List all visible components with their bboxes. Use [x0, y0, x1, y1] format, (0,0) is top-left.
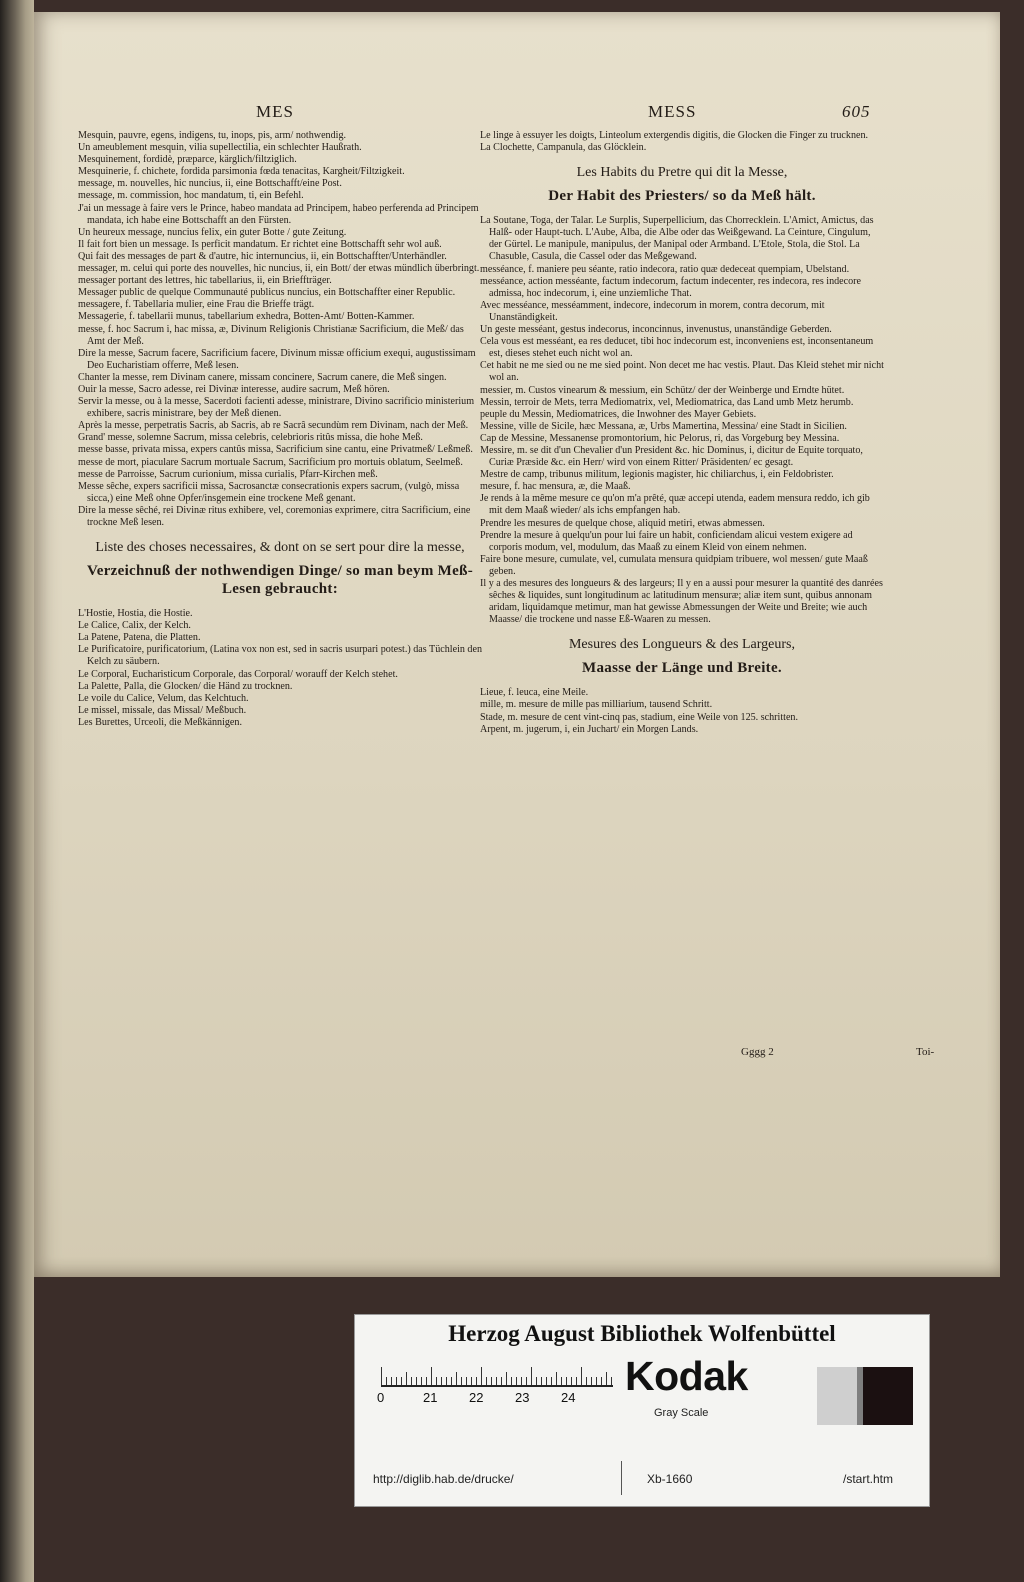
ruler-tick [471, 1377, 472, 1385]
gray-swatch-dark [863, 1367, 913, 1425]
color-target-card [354, 1314, 930, 1507]
page-number: 605 [842, 102, 871, 121]
right-column [480, 130, 884, 736]
dictionary-entry: Il y a des mesures des longueurs & des largeurs; Il y en a aussi pour mesurer la quantité des danrées sêches & liquides, sunt longitudinum ac latitudinum mensuræ; aliæ item sunt, quibus annonam aridam, liquidamque metimur, man hat gewisse Abmessungen der Weite und Breite; wie auch Maasse/ die trockene und nasse Eß-Waaren zu messen. [480, 578, 883, 626]
dictionary-entry: messéance, f. maniere peu séante, ratio indecora, ratio quæ dedeceat quempiam, Ubelstand. [480, 263, 850, 275]
dictionary-entry: messe basse, privata missa, expers cantûs missa, Sacrificium sine cantu, eine Privatmeß/ Leßmeß. [78, 444, 473, 456]
ruler-tick [586, 1377, 587, 1385]
shelfmark-text: Xb-1660 [647, 1472, 693, 1486]
dictionary-entry: Prendre les mesures de quelque chose, aliquid metiri, etwas abmessen. [480, 517, 765, 529]
ruler-tick [606, 1372, 607, 1385]
ruler-tick [591, 1377, 592, 1385]
list-item: Le Purificatoire, purificatorium, (Latina vox non est, sed in sacris usurpari potest.) das Tüchlein den Kelch zu säubern. [78, 644, 483, 668]
ruler-tick [441, 1377, 442, 1385]
section-heading-french: Liste des choses necessaires, & dont on se sert pour dire la messe, [95, 540, 465, 556]
section-heading-french-3: Mesures des Longueurs & des Largeurs, [568, 637, 796, 653]
section-heading-german: Verzeichnuß der nothwendigen Dinge/ so man beym Meß-Lesen gebraucht: [86, 563, 474, 598]
dictionary-entry: Avec messéance, messéamment, indecore, indecorum in morem, contra decorum, mit Unanständigkeit. [480, 299, 825, 323]
dictionary-entry: Messire, m. se dit d'un Chevalier d'un President &c. hic Dominus, i, dicitur de Equite torquato, Curiæ Præside &c. ein Herr/ wird von einem Ritter/ Präsidenten/ ec gesagt. [480, 444, 863, 469]
dictionary-entry: La Clochette, Campanula, das Glöcklein. [480, 142, 647, 154]
list-item: Les Burettes, Urceoli, die Meßkännigen. [78, 716, 242, 728]
ruler-tick [526, 1377, 527, 1385]
dictionary-entry: Faire bone mesure, cumulate, vel, cumulata mensura quidpiam tribuere, wol messen/ gute Maaß geben. [480, 553, 868, 577]
dictionary-entry: messe de mort, piaculare Sacrum mortuale Sacrum, Sacrificium pro mortuis oblatum, Seelmeß. [78, 456, 463, 468]
ruler-tick [466, 1377, 467, 1385]
kodak-logo: Kodak [625, 1353, 748, 1399]
ruler-tick [551, 1377, 552, 1385]
dictionary-entry: Messin, terroir de Mets, terra Mediomatrix, vel, Mediomatrica, das Land umb Metz herumb. [480, 396, 854, 408]
dictionary-entry: Chanter la messe, rem Divinam canere, missam concinere, Sacrum canere, die Meß singen. [78, 371, 447, 383]
list-item: L'Hostie, Hostia, die Hostie. [78, 608, 193, 620]
scale-ruler [381, 1367, 613, 1387]
section-heading-french-2: Les Habits du Pretre qui dit la Messe, [576, 165, 788, 181]
dictionary-entry: message, m. commission, hoc mandatum, ti, ein Befehl. [78, 190, 304, 202]
ruler-tick [421, 1377, 422, 1385]
ruler-number: 22 [469, 1390, 484, 1405]
ruler-tick [451, 1377, 452, 1385]
url-row [355, 1467, 929, 1491]
ruler-tick [446, 1377, 447, 1385]
ruler-number: 21 [423, 1390, 438, 1405]
catchword: Toi- [916, 1046, 935, 1058]
ruler-tick [611, 1377, 612, 1385]
dictionary-entry: Un heureux message, nuncius felix, ein guter Botte / gute Zeitung. [78, 226, 347, 238]
gray-scale-label: Gray Scale [654, 1407, 709, 1419]
ruler-tick [496, 1377, 497, 1385]
ruler-tick [481, 1367, 482, 1385]
book-page [34, 12, 1000, 1277]
library-name: Herzog August Bibliothek Wolfenbüttel [448, 1321, 836, 1346]
dictionary-entry: Mestre de camp, tribunus militum, legionis magister, hic chiliarchus, i, ein Feldobrister. [480, 469, 834, 481]
ruler-number: 0 [377, 1390, 385, 1405]
dictionary-entry: Il fait fort bien un message. Is perficit mandatum. Er richtet eine Bottschafft sehr wol auß. [78, 238, 442, 250]
book-edge [0, 0, 34, 1582]
dictionary-entry: Messe sêche, expers sacrificii missa, Sacrosanctæ consecrationis expers sacrum, (vulgò, missa sicca,) eine Meß ohne Opfer/insgemein eine trockene Meß genant. [78, 480, 460, 504]
ruler-numbers [377, 1390, 617, 1406]
dictionary-entry: messéance, action messéante, factum indecorum, factum indecenter, res indecora, res indecore admissa, hoc indecorum, i, eine unziemliche That. [480, 275, 862, 299]
section-heading-german-3: Maasse der Länge und Breite. [582, 660, 782, 677]
ruler-tick [601, 1377, 602, 1385]
url-text: http://diglib.hab.de/drucke/ [373, 1472, 514, 1486]
ruler-tick [406, 1372, 407, 1385]
dictionary-entry: messager, m. celui qui porte des nouvelles, hic nuncius, ii, ein Bott/ der etwas mündlich überbringt. [78, 263, 480, 275]
right-entry-list [480, 215, 884, 626]
dictionary-entry: Ouir la messe, Sacro adesse, rei Divinæ interesse, audire sacrum, Meß hören. [78, 383, 390, 395]
dictionary-entry: Messager public de quelque Communauté publicus nuncius, ein Bottschaffter einer Republic. [78, 287, 456, 299]
dictionary-entry: La Soutane, Toga, der Talar. Le Surplis, Superpellicium, das Chorrecklein. L'Amict, Amictus, das Halß- oder Haupt-tuch. L'Aube, Alba, die Albe oder das Weißgewand. La Ceinture, Cingulum, der Gürtel. Le manipule, manipulus, der Manipal oder Armband. L'Etole, Stola, die Stol. La Chasuble, Casula, die Cassel oder das Meßgewand. [480, 215, 874, 263]
ruler-number: 23 [515, 1390, 530, 1405]
dictionary-entry: messagere, f. Tabellaria mulier, eine Frau die Brieffe trägt. [78, 299, 315, 311]
dictionary-entry: Après la messe, perpetratis Sacris, ab Sacris, ab re Sacrâ secundùm rem Divinam, nach der Meß. [78, 420, 469, 432]
ruler-tick [391, 1377, 392, 1385]
ruler-tick [596, 1377, 597, 1385]
dictionary-entry: messe, f. hoc Sacrum i, hac missa, æ, Divinum Religionis Christianæ Sacrificium, die Meß/ das Amt der Meß. [78, 323, 464, 347]
ruler-tick [396, 1377, 397, 1385]
list-item: Le voile du Calice, Velum, das Kelchtuch. [78, 692, 249, 704]
dictionary-entry: mille, m. mesure de mille pas milliarium, tausend Schritt. [480, 699, 713, 711]
list-item: Le Corporal, Eucharisticum Corporale, das Corporal/ worauff der Kelch stehet. [78, 668, 398, 680]
ruler-tick [506, 1372, 507, 1385]
ruler-tick [546, 1377, 547, 1385]
dictionary-entry: Le linge à essuyer les doigts, Linteolum extergendis digitis, die Glocken die Finger zu trucknen. [480, 130, 869, 141]
dictionary-entry: Dire la messe sêché, rei Divinæ ritus exhibere, vel, coremonias exprimere, citra Sacrificium, eine trockne Meß lesen. [78, 504, 471, 528]
dictionary-entry: Lieue, f. leuca, eine Meile. [480, 687, 589, 699]
running-head-left: MES [256, 102, 294, 121]
ruler-tick [456, 1372, 457, 1385]
ruler-tick [581, 1367, 582, 1385]
ruler-tick [536, 1377, 537, 1385]
list-item: Le Calice, Calix, der Kelch. [78, 620, 191, 632]
running-head-right: MESS [648, 102, 697, 121]
left-column [78, 130, 482, 729]
dictionary-entry: Servir la messe, ou à la messe, Sacerdoti facienti adesse, ministrare, Divino sacrificio ministerium exhibere, sacris ministrare, bey der Meß dienen. [78, 396, 475, 420]
dictionary-entry: mesure, f. hac mensura, æ, die Maaß. [480, 481, 631, 493]
dictionary-entry: Mesquinerie, f. chichete, fordida parsimonia fœda tenacitas, Kargheit/Filtzigkeit. [78, 166, 405, 178]
list-item: La Palette, Palla, die Glocken/ die Händ zu trocknen. [78, 680, 293, 692]
dictionary-entry: Qui fait des messages de part & d'autre, hic internuncius, ii, ein Bottschaffter/Unterhändler. [78, 250, 447, 262]
section-heading-german-2: Der Habit des Priesters/ so da Meß hält. [548, 188, 816, 205]
ruler-tick [566, 1377, 567, 1385]
dictionary-entry: message, m. nouvelles, hic nuncius, ii, eine Bottschafft/eine Post. [78, 178, 342, 190]
ruler-tick [426, 1377, 427, 1385]
dictionary-entry: Cap de Messine, Messanense promontorium, hic Pelorus, ri, das Vorgeburg bey Messina. [480, 432, 840, 444]
dictionary-entry: messe de Parroisse, Sacrum curionium, missa curialis, Pfarr-Kirchen meß. [78, 468, 378, 480]
ruler-tick [571, 1377, 572, 1385]
dictionary-entry: Un ameublement mesquin, vilia supellectilia, ein schlechter Haußrath. [78, 142, 362, 154]
dictionary-entry: Cela vous est messéant, ea res deducet, tibi hoc indecorum est, inconveniens est, inconsentaneum est, dieses stehet euch nicht wol an. [480, 336, 874, 360]
ruler-tick [511, 1377, 512, 1385]
item-list [78, 608, 482, 729]
ruler-number: 24 [561, 1390, 576, 1405]
list-item: Le missel, missale, das Missal/ Meßbuch. [78, 704, 247, 716]
ruler-tick [491, 1377, 492, 1385]
ruler-tick [486, 1377, 487, 1385]
dictionary-entry: Un geste messéant, gestus indecorus, inconcinnus, invenustus, unanständige Geberden. [480, 324, 832, 336]
dictionary-entry: Messagerie, f. tabellarii munus, tabellarium exhedra, Botten-Amt/ Botten-Kammer. [78, 311, 415, 323]
ruler-tick [521, 1377, 522, 1385]
dictionary-entry: peuple du Messin, Mediomatrices, die Inwohner des Mayer Gebiets. [480, 408, 757, 420]
ruler-tick [436, 1377, 437, 1385]
dictionary-entry: Dire la messe, Sacrum facere, Sacrificium facere, Divinum missæ officium exequi, augustissimam Deo Eucharistiam offerre, Meß lesen. [78, 347, 476, 371]
ruler-tick [541, 1377, 542, 1385]
ruler-tick [386, 1377, 387, 1385]
dictionary-entry: messager portant des lettres, hic tabellarius, ii, ein Brieffträger. [78, 275, 332, 287]
ruler-tick [576, 1377, 577, 1385]
signature-mark: Gggg 2 [741, 1046, 774, 1058]
ruler-tick [516, 1377, 517, 1385]
start-text: /start.htm [843, 1472, 894, 1486]
gray-swatch-light [817, 1367, 857, 1425]
dictionary-entry: Mesquin, pauvre, egens, indigens, tu, inops, pis, arm/ nothwendig. [78, 130, 347, 141]
dictionary-entry: Arpent, m. jugerum, i, ein Juchart/ ein Morgen Lands. [480, 723, 699, 735]
ruler-tick [531, 1367, 532, 1385]
ruler-tick [556, 1372, 557, 1385]
dictionary-entry: Messine, ville de Sicile, hæc Messana, æ, Urbs Mamertina, Messina/ eine Stadt in Sicilien. [480, 420, 847, 432]
ruler-tick [381, 1367, 382, 1385]
ruler-tick [476, 1377, 477, 1385]
dictionary-entry: Cet habit ne me sied ou ne me sied point. Non decet me hac vestis. Plaut. Das Kleid stehet mir nicht wol an. [480, 360, 884, 384]
ruler-tick [416, 1377, 417, 1385]
dictionary-entry: Grand' messe, solemne Sacrum, missa celebris, celebrioris ritûs missa, die hohe Meß. [78, 432, 423, 444]
list-item: La Patene, Patena, die Platten. [78, 632, 201, 644]
right-top-entries [480, 130, 884, 154]
dictionary-entry: Mesquinement, fordidè, præparce, kärglich/filtziglich. [78, 154, 297, 166]
left-entry-list [78, 130, 482, 529]
dictionary-entry: Prendre la mesure à quelqu'un pour lui faire un habit, conficiendam alicui vestem exigere ad corporis modum, vel, modulum, das Maaß zu einem Kleid von einem nehmen. [480, 529, 853, 553]
measures-list [480, 687, 884, 735]
ruler-tick [431, 1367, 432, 1385]
dictionary-entry: Je rends à la même mesure ce qu'on m'a prêté, quæ accepi utenda, eadem mensura reddo, ich gib mit dem Maaß wieder/ als ichs empfangen hab. [480, 493, 870, 517]
ruler-tick [461, 1377, 462, 1385]
dictionary-entry: messier, m. Custos vinearum & messium, ein Schütz/ der der Weinberge und Erndte hütet. [480, 384, 845, 396]
ruler-tick [411, 1377, 412, 1385]
dictionary-entry: J'ai un message à faire vers le Prince, habeo mandata ad Principem, habeo perferenda ad Principem mandata, ich habe eine Bottschafft an den Fürsten. [78, 202, 479, 226]
ruler-tick [401, 1377, 402, 1385]
ruler-tick [501, 1377, 502, 1385]
dictionary-entry: Stade, m. mesure de cent vint-cinq pas, stadium, eine Weile von 125. schritten. [480, 711, 798, 723]
ruler-tick [561, 1377, 562, 1385]
